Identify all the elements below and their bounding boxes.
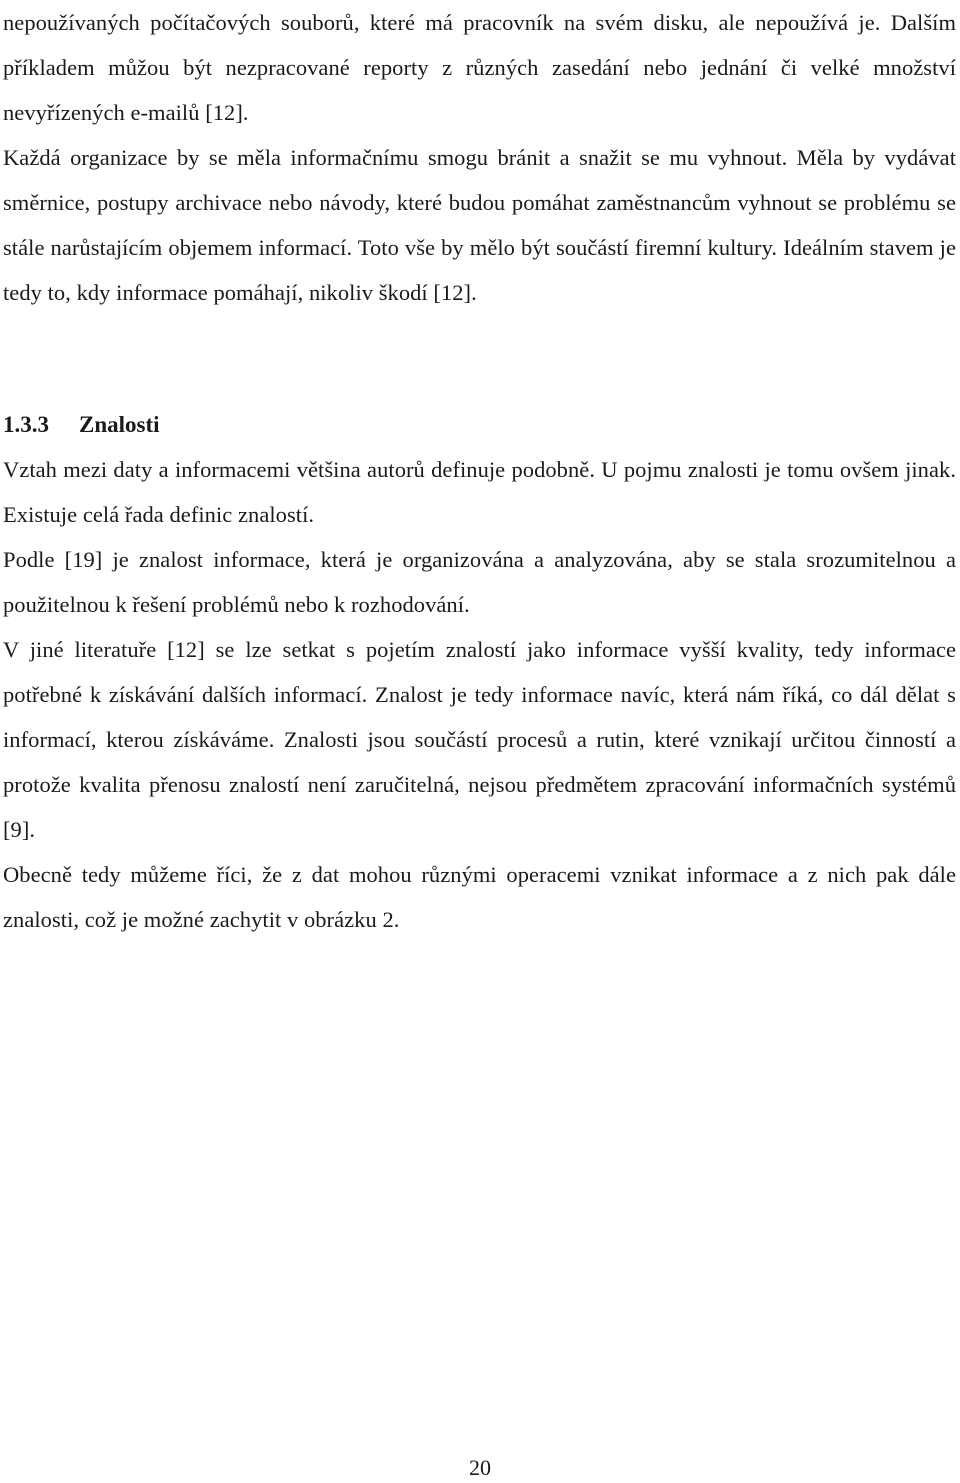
paragraph-data-information-knowledge: Obecně tedy můžeme říci, že z dat mohou různými operacemi vznikat informace a z nich pak dále znalosti, což je možné zachytit v obrázku 2. <box>3 862 956 932</box>
page-content <box>3 0 956 942</box>
paragraph-information-examples: nepoužívaných počítačových souborů, které má pracovník na svém disku, ale nepoužívá je. Dalším příkladem můžou být nezpracované reporty z různých zasedání nebo jednání či velké množství nevyřízených e-mailů [12]. <box>3 10 956 125</box>
paragraph-knowledge-source-12: V jiné literatuře [12] se lze setkat s pojetím znalostí jako informace vyšší kvality, tedy informace potřebné k získávání dalších informací. Znalost je tedy informace navíc, která nám říká, co dál dělat s informací, kterou získáváme. Znalosti jsou součástí procesů a rutin, které vznikají určitou činností a protože kvalita přenosu znalostí není zaručitelná, nejsou předmětem zpracování informačních systémů [9]. <box>3 637 956 842</box>
section-title: Znalosti <box>79 412 160 437</box>
paragraph-knowledge-source-19: Podle [19] je znalost informace, která je organizována a analyzována, aby se stala srozumitelnou a použitelnou k řešení problémů nebo k rozhodování. <box>3 547 956 617</box>
section-number: 1.3.3 <box>3 412 49 437</box>
page-number: 20 <box>469 1455 491 1480</box>
paragraph-information-smog: Každá organizace by se měla informačnímu smogu bránit a snažit se mu vyhnout. Měla by vydávat směrnice, postupy archivace nebo návody, které budou pomáhat zaměstnancům vyhnout se problému se stále narůstajícím objemem informací. Toto vše by mělo být součástí firemní kultury. Ideálním stavem je tedy to, kdy informace pomáhají, nikoliv škodí [12]. <box>3 145 956 305</box>
paragraph-knowledge-definition: Vztah mezi daty a informacemi většina autorů definuje podobně. U pojmu znalosti je tomu ovšem jinak. Existuje celá řada definic znalostí. <box>3 457 956 527</box>
section-heading <box>3 402 956 447</box>
